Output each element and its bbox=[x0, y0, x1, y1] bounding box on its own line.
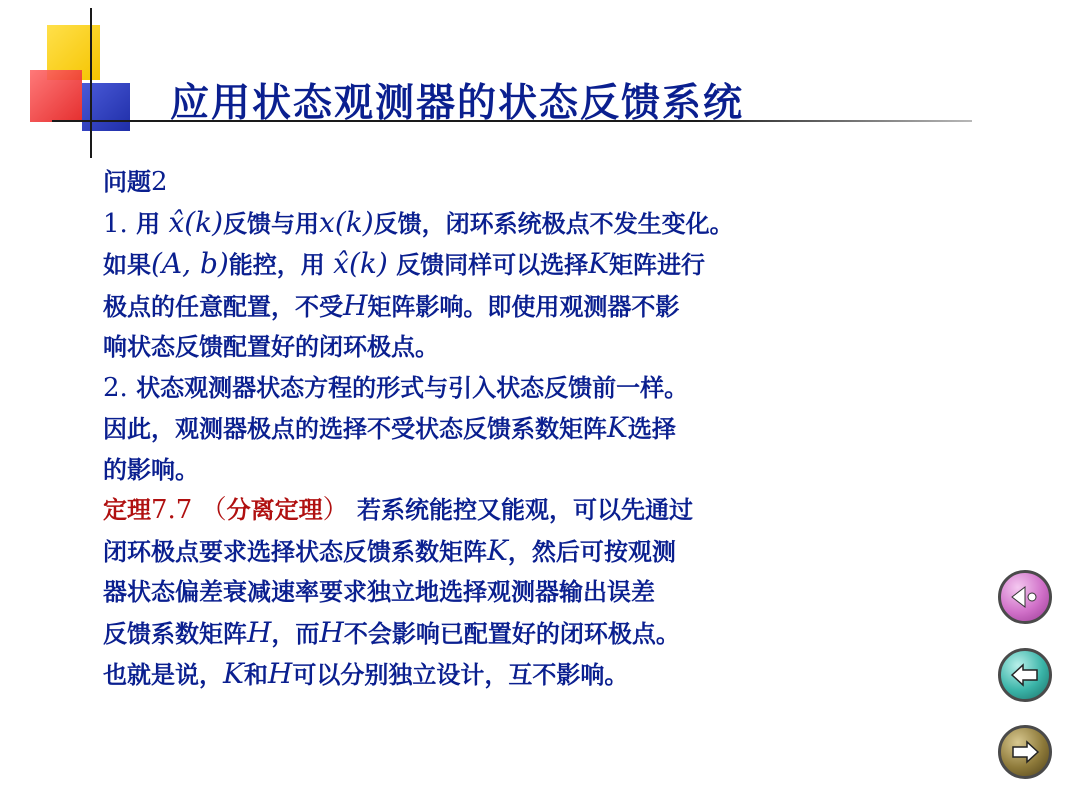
point-1-line-4: 响状态反馈配置好的闭环极点。 bbox=[103, 333, 439, 361]
slide-title: 应用状态观测器的状态反馈系统 bbox=[170, 81, 745, 126]
question-heading: 问题2 bbox=[103, 167, 168, 197]
theorem-label: 定理7.7 （分离定理） bbox=[103, 495, 349, 525]
point-1-line-3: 极点的任意配置，不受H矩阵影响。即使用观测器不影 bbox=[103, 288, 680, 322]
back-button[interactable] bbox=[998, 648, 1052, 702]
arrow-left-icon bbox=[1008, 658, 1042, 692]
arrow-right-icon bbox=[1008, 735, 1042, 769]
slide-body bbox=[103, 162, 983, 696]
deco-red-square bbox=[30, 70, 82, 122]
forward-button[interactable] bbox=[998, 725, 1052, 779]
theorem-line-4: 反馈系数矩阵H，而H不会影响已配置好的闭环极点。 bbox=[103, 615, 680, 649]
theorem-line-3: 器状态偏差衰减速率要求独立地选择观测器输出误差 bbox=[103, 578, 655, 606]
theorem-line-1: 定理7.7 （分离定理） 若系统能控又能观，可以先通过 bbox=[103, 495, 693, 525]
point-2-line-1: 2. 状态观测器状态方程的形式与引入状态反馈前一样。 bbox=[103, 372, 689, 403]
theorem-line-2: 闭环极点要求选择状态反馈系数矩阵K，然后可按观测 bbox=[103, 533, 676, 567]
corner-decoration bbox=[0, 0, 160, 170]
theorem-line-5: 也就是说，K和H可以分别独立设计，互不影响。 bbox=[103, 657, 629, 690]
home-audio-icon bbox=[1008, 580, 1042, 614]
point-1-line-2: 如果(A, b)能控，用 x̂(k) 反馈同样可以选择K矩阵进行 bbox=[103, 247, 706, 280]
point-2-line-2: 因此，观测器极点的选择不受状态反馈系数矩阵K选择 bbox=[103, 411, 676, 444]
deco-vertical-line bbox=[90, 8, 92, 158]
home-audio-button[interactable] bbox=[998, 570, 1052, 624]
point-2-line-3: 的影响。 bbox=[103, 455, 199, 484]
point-1-line-1: 1. 用 x̂(k)反馈与用x(k)反馈，闭环系统极点不发生变化。 bbox=[103, 205, 734, 239]
